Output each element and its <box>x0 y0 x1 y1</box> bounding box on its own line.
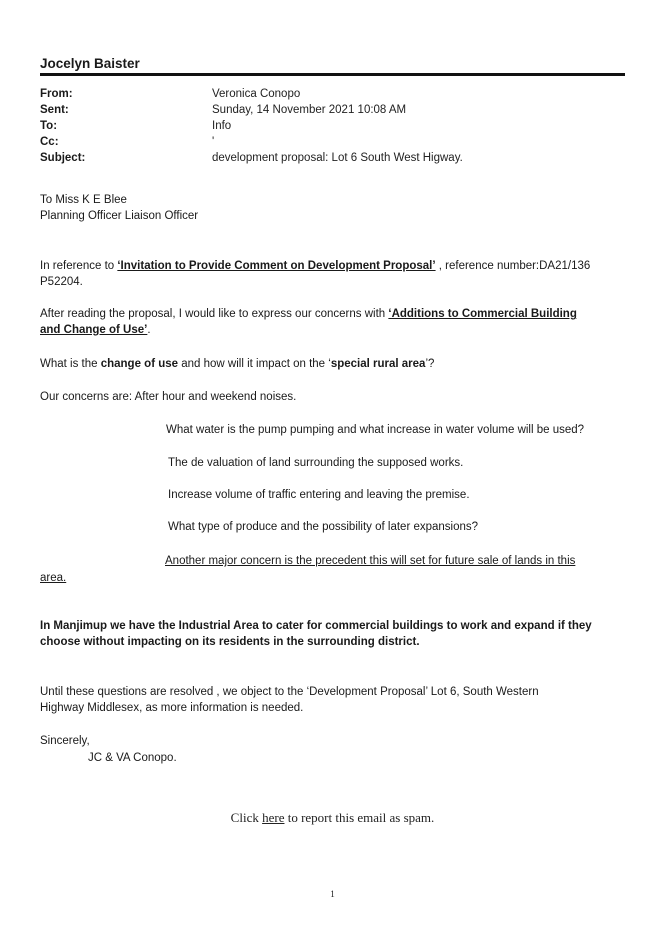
spam-suffix: to report this email as spam. <box>284 810 435 825</box>
to-value: Info <box>212 120 232 132</box>
question-paragraph <box>40 356 625 372</box>
header-divider <box>40 73 625 76</box>
industrial-area-line1: In Manjimup we have the Industrial Area to cater for commercial buildings to work and expand if they <box>40 620 592 632</box>
industrial-area-paragraph <box>40 618 625 650</box>
closing-paragraph <box>40 684 625 716</box>
subject-row <box>40 152 620 168</box>
from-value: Veronica Conopo <box>212 88 301 100</box>
concern-end: . <box>147 324 151 336</box>
cc-label: Cc: <box>40 136 59 148</box>
industrial-area-line2: choose without impacting on its residents in the surrounding district. <box>40 636 420 648</box>
signature: JC & VA Conopo. <box>88 752 177 764</box>
sign-off: Sincerely, <box>40 735 90 747</box>
concern-title-2: and Change of Use’ <box>40 324 148 336</box>
concern-item-5-line1: Another major concern is the precedent this will set for future sale of lands in this <box>165 555 576 567</box>
question-text-a: What is the <box>40 358 101 370</box>
addressee <box>40 192 625 224</box>
cc-value: ' <box>212 136 215 148</box>
concern-title-1: ‘Additions to Commercial Building <box>388 308 577 320</box>
concern-item-5-cont <box>40 570 625 586</box>
question-text-b: and how will it impact on the ‘ <box>178 358 331 370</box>
reference-prefix: In reference to <box>40 260 118 272</box>
addressee-name: To Miss K E Blee <box>40 194 127 206</box>
reference-number-cont: P52204. <box>40 276 83 288</box>
concerns-intro: Our concerns are: After hour and weekend noises. <box>40 391 297 403</box>
sender-name: Jocelyn Baister <box>40 56 140 71</box>
concern-paragraph <box>40 306 625 338</box>
sent-value: Sunday, 14 November 2021 10:08 AM <box>212 104 407 116</box>
reference-title: ‘Invitation to Provide Comment on Development Proposal’ <box>117 260 436 272</box>
question-bold-2: special rural area <box>330 358 426 370</box>
spam-prefix: Click <box>230 810 263 825</box>
subject-label: Subject: <box>40 152 86 164</box>
page-number: 1 <box>330 889 335 899</box>
concern-item-2: The de valuation of land surrounding the supposed works. <box>168 457 464 469</box>
from-label: From: <box>40 88 73 100</box>
from-row <box>40 88 620 104</box>
cc-row <box>40 136 620 152</box>
to-row <box>40 120 620 136</box>
sent-row <box>40 104 620 120</box>
question-text-c: ’? <box>425 358 435 370</box>
spam-report-line <box>0 810 665 826</box>
question-bold-1: change of use <box>100 358 179 370</box>
sent-label: Sent: <box>40 104 69 116</box>
concern-item-5-line2: area. <box>40 572 67 584</box>
to-label: To: <box>40 120 58 132</box>
reference-paragraph <box>40 258 625 290</box>
concern-item-4: What type of produce and the possibility of later expansions? <box>168 521 479 533</box>
email-header <box>40 88 620 168</box>
concern-item-3: Increase volume of traffic entering and leaving the premise. <box>168 489 470 501</box>
concern-item-1: What water is the pump pumping and what increase in water volume will be used? <box>166 424 585 436</box>
addressee-title: Planning Officer Liaison Officer <box>40 210 199 222</box>
concern-prefix: After reading the proposal, I would like to express our concerns with <box>40 308 389 320</box>
closing-line1: Until these questions are resolved , we object to the ‘Development Proposal’ Lot 6, South Western <box>40 686 539 698</box>
subject-value: development proposal: Lot 6 South West Higway. <box>212 152 463 164</box>
spam-report-link[interactable]: here <box>262 810 285 825</box>
closing-line2: Highway Middlesex, as more information is needed. <box>40 702 304 714</box>
reference-number: , reference number:DA21/136 <box>435 260 591 272</box>
concern-item-5 <box>165 553 575 569</box>
